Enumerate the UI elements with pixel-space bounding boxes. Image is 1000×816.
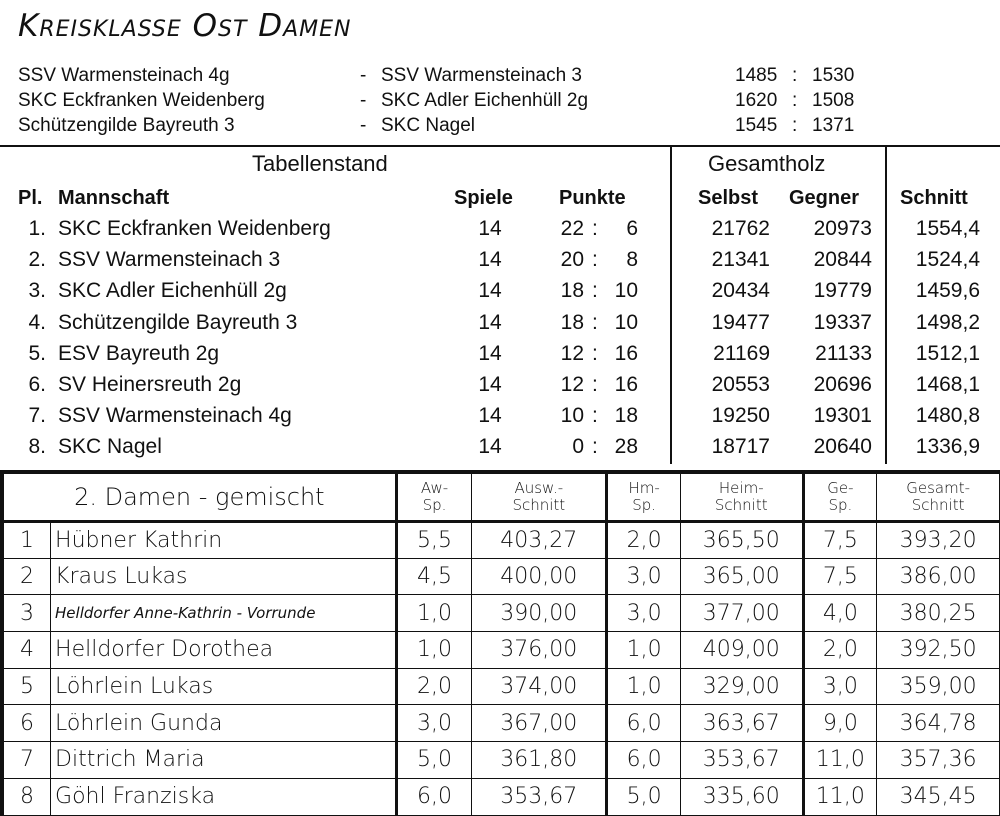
cell-gesamt-schnitt: 359,00 — [877, 668, 1000, 705]
cell-pos: 7 — [4, 742, 51, 779]
cell-games: 14 — [478, 404, 502, 428]
cell-hm-sp: 3,0 — [607, 558, 681, 595]
result-home-score: 1545 — [735, 115, 778, 136]
cell-ge-sp: 9,0 — [803, 705, 877, 742]
cell-self: 21169 — [713, 341, 770, 365]
header-line: Hm- — [628, 479, 660, 497]
header-line: Heim- — [718, 479, 764, 497]
cell-gesamt-schnitt: 380,25 — [877, 595, 1000, 632]
cell-points-against: 28 — [614, 435, 638, 459]
cell-name: Löhrlein Gunda — [51, 705, 397, 742]
cell-ge-sp: 2,0 — [803, 632, 877, 669]
cell-pl: 6. — [28, 373, 46, 396]
header-line: Sp. — [632, 496, 656, 514]
cell-name: Kraus Lukas — [51, 558, 397, 595]
standings-row — [0, 248, 1000, 279]
result-row — [0, 65, 1000, 90]
cell-heim-schnitt: 409,00 — [680, 632, 803, 669]
cell-points-for: 18 — [560, 310, 584, 334]
cell-opp: 19337 — [813, 310, 872, 334]
cell-opp: 20844 — [813, 248, 872, 272]
cell-ausw-schnitt: 367,00 — [472, 705, 607, 742]
standings-row — [0, 342, 1000, 373]
cell-points-colon: : — [592, 310, 598, 334]
header-pl: Pl. — [18, 187, 43, 209]
cell-avg: 1468,1 — [915, 373, 980, 396]
header-hm-sp — [607, 474, 681, 522]
cell-ge-sp: 11,0 — [803, 742, 877, 779]
cell-heim-schnitt: 363,67 — [680, 705, 803, 742]
cell-pos: 3 — [4, 595, 51, 632]
results-list — [0, 65, 1000, 140]
cell-self: 20553 — [711, 373, 770, 396]
cell-pl: 1. — [28, 217, 46, 240]
cell-gesamt-schnitt: 393,20 — [877, 522, 1000, 559]
cell-points-for: 22 — [560, 217, 584, 240]
cell-self: 19477 — [711, 310, 770, 334]
player-row — [4, 632, 1000, 669]
cell-pos: 5 — [4, 668, 51, 705]
result-away-team: SSV Warmensteinach 3 — [381, 65, 582, 86]
cell-heim-schnitt: 329,00 — [680, 668, 803, 705]
cell-hm-sp: 6,0 — [607, 742, 681, 779]
cell-ausw-schnitt: 403,27 — [472, 522, 607, 559]
cell-points-colon: : — [592, 248, 598, 272]
header-line: Schnitt — [512, 496, 566, 514]
cell-points-against: 8 — [626, 248, 638, 272]
cell-pos: 4 — [4, 632, 51, 669]
cell-ausw-schnitt: 390,00 — [472, 595, 607, 632]
cell-opp: 20696 — [813, 373, 872, 396]
cell-team: SKC Eckfranken Weidenberg — [58, 217, 331, 240]
cell-self: 18717 — [711, 435, 770, 459]
result-home-team: Schützengilde Bayreuth 3 — [18, 115, 235, 136]
result-colon: : — [792, 90, 798, 111]
cell-aw-sp: 6,0 — [396, 778, 472, 815]
cell-gesamt-schnitt: 357,36 — [877, 742, 1000, 779]
cell-team: SKC Nagel — [58, 435, 162, 459]
player-row — [4, 668, 1000, 705]
cell-points-for: 0 — [572, 435, 584, 459]
cell-ge-sp: 4,0 — [803, 595, 877, 632]
cell-points-for: 20 — [560, 248, 584, 272]
result-away-team: SKC Adler Eichenhüll 2g — [381, 90, 589, 111]
cell-hm-sp: 1,0 — [607, 632, 681, 669]
cell-avg: 1480,8 — [915, 404, 980, 428]
cell-pl: 4. — [28, 310, 46, 334]
header-points: Punkte — [559, 187, 626, 209]
header-ge-sp — [803, 474, 877, 522]
result-colon: : — [792, 65, 798, 86]
cell-pos: 6 — [4, 705, 51, 742]
cell-avg: 1498,2 — [915, 310, 980, 334]
cell-points-colon: : — [592, 404, 598, 428]
cell-pl: 8. — [28, 435, 46, 459]
cell-opp: 19779 — [813, 279, 872, 303]
cell-aw-sp: 1,0 — [396, 632, 472, 669]
group-title: 2. Damen - gemischt — [4, 474, 397, 522]
header-line: Schnitt — [714, 496, 768, 514]
cell-heim-schnitt: 377,00 — [680, 595, 803, 632]
cell-avg: 1512,1 — [915, 341, 980, 365]
player-row — [4, 778, 1000, 815]
player-row — [4, 558, 1000, 595]
cell-ausw-schnitt: 361,80 — [472, 742, 607, 779]
standings-title: Tabellenstand — [252, 151, 388, 176]
cell-points-colon: : — [592, 217, 598, 240]
cell-hm-sp: 3,0 — [607, 595, 681, 632]
cell-pl: 5. — [28, 341, 46, 365]
result-home-team: SSV Warmensteinach 4g — [18, 65, 230, 86]
result-away-score: 1508 — [812, 90, 855, 111]
cell-opp: 20640 — [813, 435, 872, 459]
cell-aw-sp: 2,0 — [396, 668, 472, 705]
result-away-score: 1530 — [812, 65, 855, 86]
result-row — [0, 115, 1000, 140]
cell-ausw-schnitt: 374,00 — [472, 668, 607, 705]
cell-opp: 21133 — [815, 341, 872, 365]
cell-points-against: 6 — [626, 217, 638, 240]
header-line: Aw- — [420, 479, 449, 497]
result-away-team: SKC Nagel — [381, 115, 475, 136]
cell-hm-sp: 5,0 — [607, 778, 681, 815]
cell-opp: 19301 — [813, 404, 872, 428]
header-ausw-schnitt — [472, 474, 607, 522]
cell-name: Helldorfer Anne-Kathrin - Vorrunde — [51, 595, 397, 632]
cell-self: 19250 — [711, 404, 770, 428]
cell-pl: 7. — [28, 404, 46, 428]
cell-aw-sp: 3,0 — [396, 705, 472, 742]
result-dash: - — [360, 90, 367, 111]
standings-row — [0, 435, 1000, 466]
cell-ausw-schnitt: 376,00 — [472, 632, 607, 669]
cell-team: SSV Warmensteinach 4g — [58, 404, 292, 428]
header-line: Sp. — [422, 496, 447, 514]
cell-ge-sp: 3,0 — [803, 668, 877, 705]
cell-self: 21762 — [711, 217, 770, 240]
cell-points-for: 12 — [560, 373, 584, 396]
cell-points-for: 12 — [560, 341, 584, 365]
result-dash: - — [360, 65, 367, 86]
cell-aw-sp: 1,0 — [396, 595, 472, 632]
header-team: Mannschaft — [58, 187, 170, 209]
result-home-team: SKC Eckfranken Weidenberg — [18, 90, 265, 111]
cell-points-colon: : — [592, 435, 598, 459]
cell-pl: 2. — [28, 248, 46, 272]
result-away-score: 1371 — [812, 115, 855, 136]
cell-games: 14 — [478, 310, 502, 334]
header-aw-sp — [396, 474, 472, 522]
cell-pos: 2 — [4, 558, 51, 595]
cell-name: Dittrich Maria — [51, 742, 397, 779]
cell-name: Löhrlein Lukas — [51, 668, 397, 705]
cell-points-against: 18 — [614, 404, 638, 428]
cell-avg: 1336,9 — [915, 435, 980, 459]
standings-row — [0, 279, 1000, 310]
cell-pl: 3. — [28, 279, 46, 303]
result-home-score: 1620 — [735, 90, 778, 111]
cell-ausw-schnitt: 353,67 — [472, 778, 607, 815]
standings-row — [0, 404, 1000, 435]
result-home-score: 1485 — [735, 65, 778, 86]
player-header-row — [4, 474, 1000, 522]
cell-avg: 1554,4 — [915, 217, 980, 240]
cell-gesamt-schnitt: 392,50 — [877, 632, 1000, 669]
header-opp: Gegner — [789, 187, 860, 209]
cell-points-for: 10 — [560, 404, 584, 428]
header-avg: Schnitt — [900, 187, 968, 209]
cell-hm-sp: 2,0 — [607, 522, 681, 559]
header-line: Sp. — [828, 496, 853, 514]
cell-pos: 1 — [4, 522, 51, 559]
player-table — [0, 470, 1000, 816]
cell-heim-schnitt: 335,60 — [680, 778, 803, 815]
result-dash: - — [360, 115, 367, 136]
standings-row — [0, 217, 1000, 248]
cell-games: 14 — [478, 217, 502, 240]
page-title: Kreisklasse Ost Damen — [18, 8, 352, 44]
cell-ausw-schnitt: 400,00 — [472, 558, 607, 595]
cell-hm-sp: 6,0 — [607, 705, 681, 742]
player-row — [4, 705, 1000, 742]
header-line: Ausw.- — [514, 479, 564, 497]
player-row — [4, 522, 1000, 559]
cell-games: 14 — [478, 341, 502, 365]
cell-gesamt-schnitt: 345,45 — [877, 778, 1000, 815]
player-row — [4, 742, 1000, 779]
cell-aw-sp: 5,0 — [396, 742, 472, 779]
cell-avg: 1524,4 — [915, 248, 980, 272]
cell-points-colon: : — [592, 279, 598, 303]
cell-team: Schützengilde Bayreuth 3 — [58, 310, 298, 334]
cell-team: SKC Adler Eichenhüll 2g — [58, 279, 287, 303]
cell-ge-sp: 7,5 — [803, 522, 877, 559]
cell-aw-sp: 4,5 — [396, 558, 472, 595]
header-line: Schnitt — [911, 496, 965, 514]
header-line: Ge- — [827, 479, 854, 497]
cell-games: 14 — [478, 435, 502, 459]
cell-heim-schnitt: 365,50 — [680, 522, 803, 559]
cell-opp: 20973 — [813, 217, 872, 240]
cell-points-against: 16 — [614, 341, 638, 365]
cell-name: Göhl Franziska — [51, 778, 397, 815]
cell-self: 20434 — [711, 279, 770, 303]
cell-points-colon: : — [592, 341, 598, 365]
header-line: Gesamt- — [906, 479, 970, 497]
cell-points-against: 10 — [614, 279, 638, 303]
gesamtholz-title: Gesamtholz — [708, 151, 826, 176]
cell-ge-sp: 7,5 — [803, 558, 877, 595]
standings-table — [0, 145, 1000, 462]
cell-points-colon: : — [592, 373, 598, 396]
cell-name: Helldorfer Dorothea — [51, 632, 397, 669]
player-row — [4, 595, 1000, 632]
cell-gesamt-schnitt: 386,00 — [877, 558, 1000, 595]
cell-team: SV Heinersreuth 2g — [58, 373, 242, 396]
header-gesamt-schnitt — [877, 474, 1000, 522]
cell-games: 14 — [478, 248, 502, 272]
cell-pos: 8 — [4, 778, 51, 815]
cell-name: Hübner Kathrin — [51, 522, 397, 559]
cell-games: 14 — [478, 279, 502, 303]
standings-row — [0, 373, 1000, 404]
cell-hm-sp: 1,0 — [607, 668, 681, 705]
header-heim-schnitt — [680, 474, 803, 522]
standings-row — [0, 311, 1000, 342]
cell-team: SSV Warmensteinach 3 — [58, 248, 281, 272]
header-games: Spiele — [454, 187, 513, 209]
header-self: Selbst — [698, 187, 759, 209]
cell-ge-sp: 11,0 — [803, 778, 877, 815]
cell-heim-schnitt: 365,00 — [680, 558, 803, 595]
cell-aw-sp: 5,5 — [396, 522, 472, 559]
cell-team: ESV Bayreuth 2g — [58, 341, 220, 365]
result-row — [0, 90, 1000, 115]
cell-avg: 1459,6 — [915, 279, 980, 303]
cell-games: 14 — [478, 373, 502, 396]
cell-self: 21341 — [711, 248, 770, 272]
cell-gesamt-schnitt: 364,78 — [877, 705, 1000, 742]
result-colon: : — [792, 115, 798, 136]
cell-points-against: 16 — [614, 373, 638, 396]
cell-points-for: 18 — [560, 279, 584, 303]
cell-heim-schnitt: 353,67 — [680, 742, 803, 779]
cell-points-against: 10 — [614, 310, 638, 334]
